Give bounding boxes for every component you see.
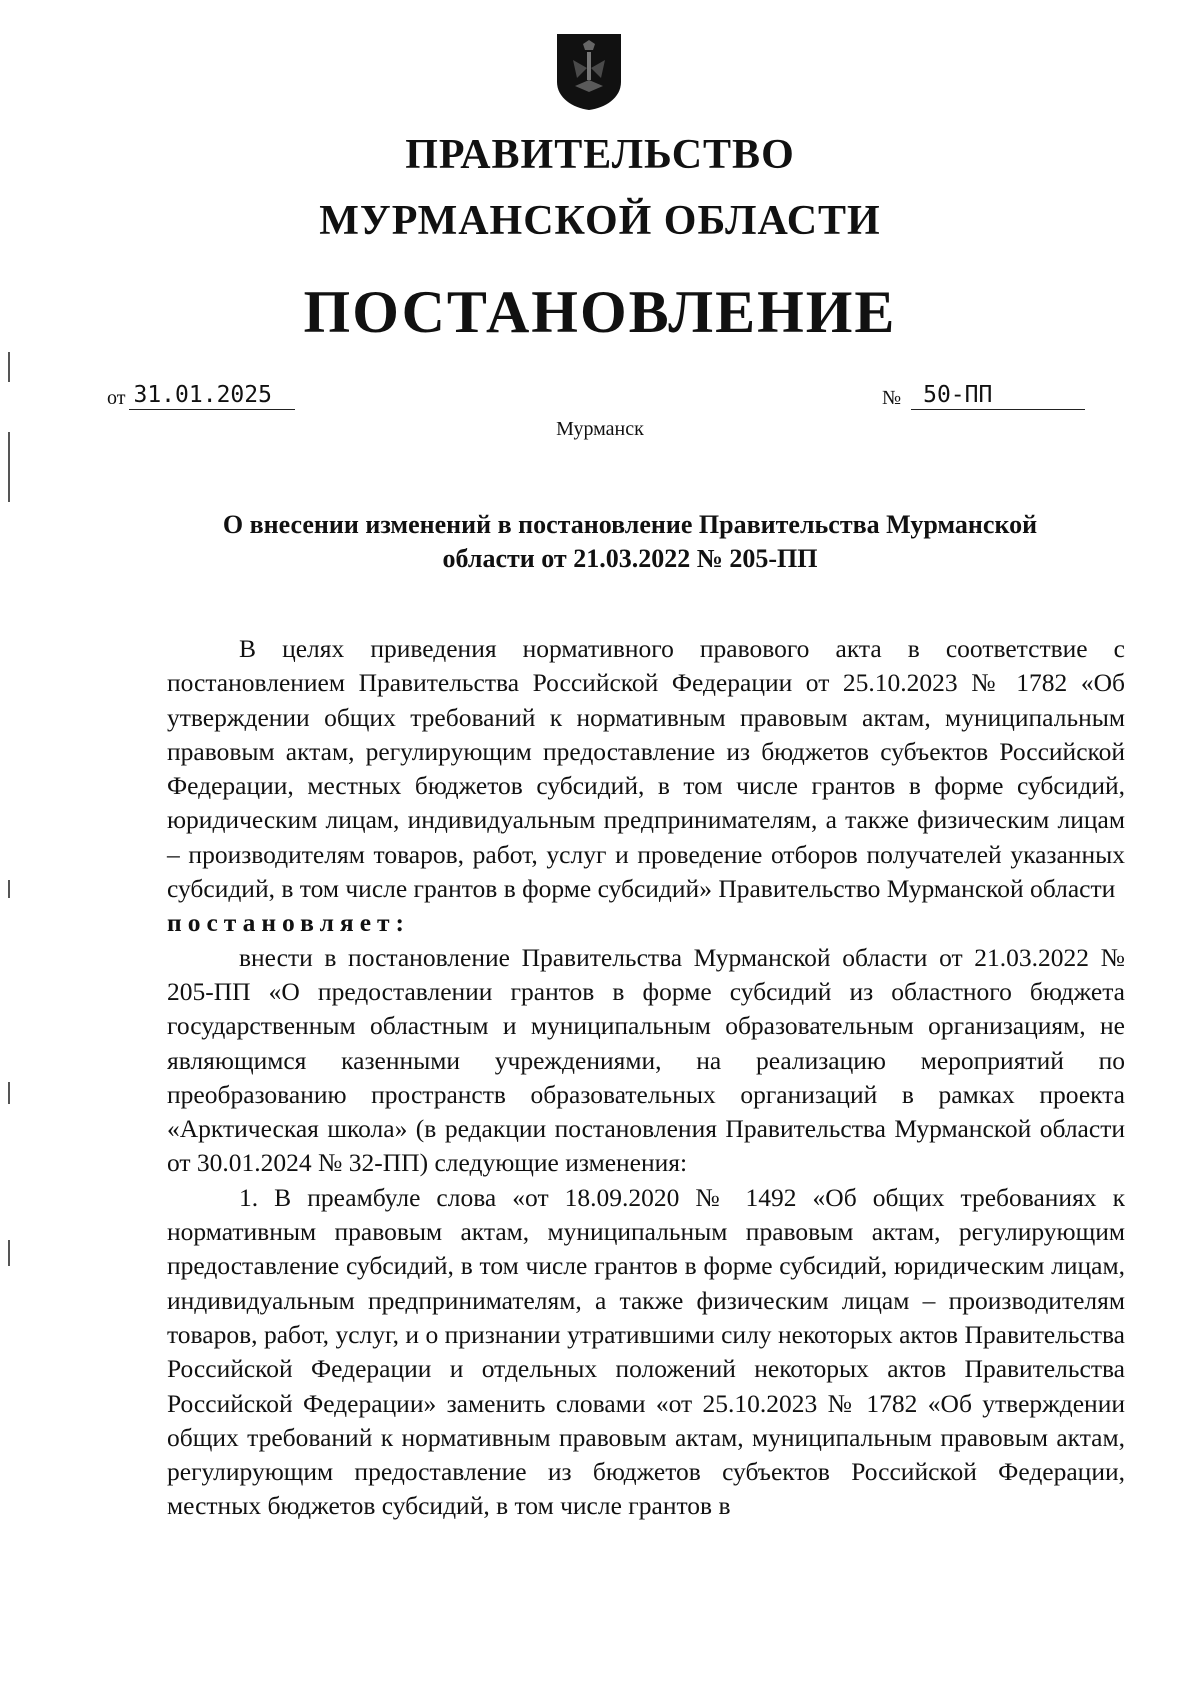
resolves-keyword: постановляет: <box>167 908 411 938</box>
document-body <box>167 632 1125 1524</box>
scan-edge-line <box>8 352 10 382</box>
date-prefix: от <box>107 387 126 409</box>
date-field <box>107 378 295 410</box>
body-paragraph-resolves <box>167 906 1125 940</box>
body-paragraph-item1: 1. В преамбуле слова «от 18.09.2020 № 1492 «Об общих требованиях к нормативным правовым актам, муниципальным правовым актам, регулирующим предоставление субсидий, в том числе грантов в форме субсидий, юридическим лицам, индивидуальным предпринимателям, а также физическим лицам – производителям товаров, работ, услуг, и о признании утратившими силу некоторых актов Правительства Российской Федерации и отдельных положений некоторых актов Правительства Российской Федерации» заменить словами «от 25.10.2023 № 1782 «Об утверждении общих требований к нормативным правовым актам, муниципальным правовым актам, регулирующим предоставление из бюджетов субъектов Российской Федерации, местных бюджетов субсидий, в том числе грантов в <box>167 1182 1125 1521</box>
number-value: 50-ПП <box>911 383 1085 410</box>
government-name-line2: МУРМАНСКОЙ ОБЛАСТИ <box>319 198 881 244</box>
government-name-line1: ПРАВИТЕЛЬСТВО <box>405 132 795 178</box>
number-field <box>882 378 1085 410</box>
document-subject <box>160 508 1100 576</box>
body-paragraph-preamble: В целях приведения нормативного правового акта в соответствие с постановлением Правительства Российской Федерации от 25.10.2023 № 1782 «Об утверждении общих требований к нормативным правовым актам, муниципальным правовым актам, регулирующим предоставление из бюджетов субъектов Российской Федерации, местных бюджетов субсидий, в том числе грантов в форме субсидий, юридическим лицам, индивидуальным предпринимателям, а также физическим лицам – производителям товаров, работ, услуг и проведение отборов получателей указанных субсидий, в том числе грантов в форме субсидий» Правительство Мурманской области <box>167 634 1125 904</box>
subject-line2: области от 21.03.2022 № 205-ПП <box>442 544 818 573</box>
scan-edge-line <box>8 1082 10 1104</box>
number-prefix: № <box>882 387 902 409</box>
body-paragraph-amend: внести в постановление Правительства Мурманской области от 21.03.2022 № 205-ПП «О предоставлении грантов в форме субсидий из областного бюджета государственным областным и муниципальным образовательным организациям, не являющимся казенными учреждениями, на реализацию мероприятий по преобразованию пространств образовательных организаций в рамках проекта «Арктическая школа» (в редакции постановления Правительства Мурманской области от 30.01.2024 № 32-ПП) следующие изменения: <box>167 942 1125 1178</box>
coat-of-arms-icon <box>553 30 625 112</box>
scan-edge-line <box>8 432 10 502</box>
date-value: 31.01.2025 <box>129 383 295 410</box>
subject-line1: О внесении изменений в постановление Правительства Мурманской <box>222 510 1038 539</box>
scan-edge-line <box>8 880 10 898</box>
city-name: Мурманск <box>556 418 644 440</box>
document-type-heading: ПОСТАНОВЛЕНИЕ <box>303 279 897 345</box>
scan-edge-line <box>8 1240 10 1266</box>
